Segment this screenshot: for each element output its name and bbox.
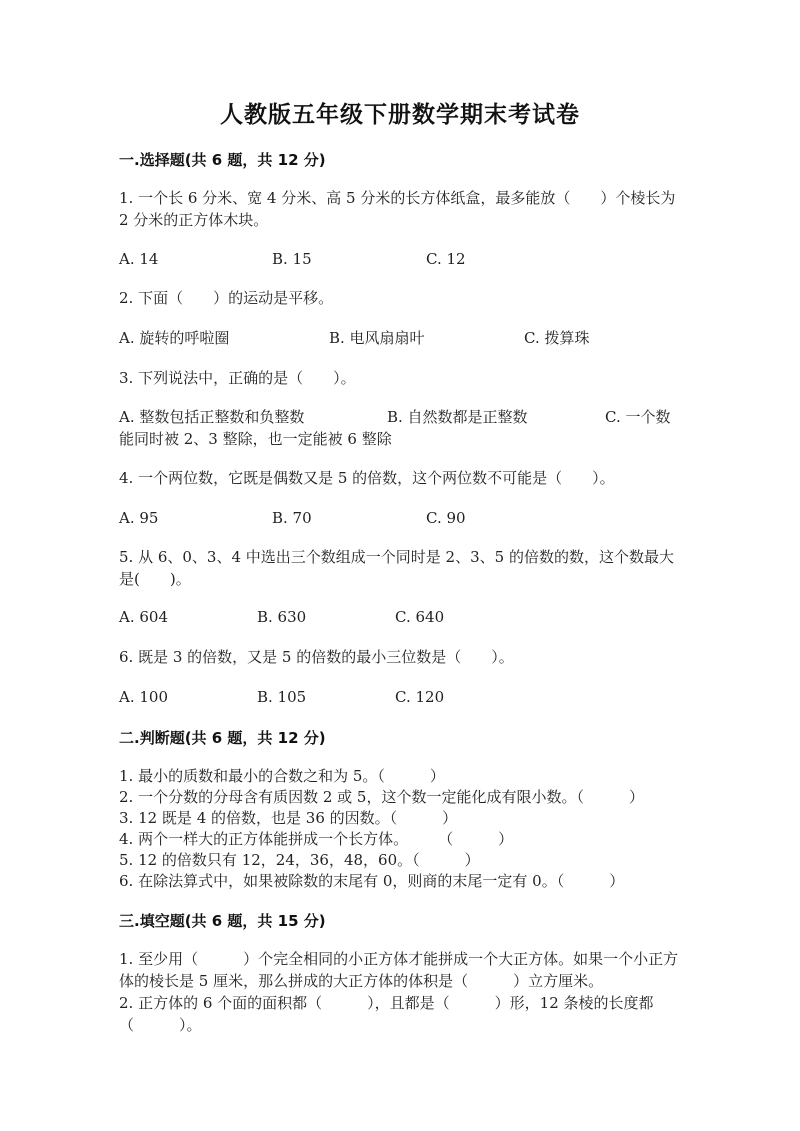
judgement-item: 2. 一个分数的分母含有质因数 2 或 5，这个数一定能化成有限小数。（ ） (119, 788, 644, 806)
page-title: 人教版五年级下册数学期末考试卷 (220, 101, 580, 128)
section-heading-true-false: 二.判断题(共 6 题，共 12 分) (119, 729, 326, 747)
option-b: B. 105 (257, 688, 307, 706)
fill-question: 2. 正方体的 6 个面的面积都（ ），且都是（ ）形，12 条棱的长度都（ ）。 (119, 994, 654, 1034)
section-heading-fill-blank: 三.填空题(共 6 题，共 15 分) (119, 912, 326, 930)
option-c: C. 12 (426, 250, 466, 268)
option-c: C. 90 (426, 509, 466, 527)
question-text: 3. 下列说法中，正确的是（ ）。 (119, 369, 356, 387)
question-text: 2. 下面（ ）的运动是平移。 (119, 289, 334, 307)
option-a: A. 整数包括正整数和负整数 (119, 408, 305, 426)
option-b: B. 630 (257, 608, 307, 626)
judgement-item: 1. 最小的质数和最小的合数之和为 5。（ ） (119, 767, 445, 785)
option-b: B. 15 (272, 250, 312, 268)
judgement-item: 4. 两个一样大的正方体能拼成一个长方体。 （ ） (119, 830, 514, 848)
judgement-item: 3. 12 既是 4 的倍数，也是 36 的因数。（ ） (119, 809, 458, 827)
fill-question: 1. 至少用（ ）个完全相同的小正方体才能拼成一个大正方体。如果一个小正方体的棱长是 5 厘米，那么拼成的大正方体的体积是（ ）立方厘米。 (119, 950, 679, 990)
judgement-item: 5. 12 的倍数只有 12，24，36，48，60。（ ） (119, 851, 480, 869)
option-b: B. 自然数都是正整数 (387, 408, 528, 426)
question-text: 1. 一个长 6 分米、宽 4 分米、高 5 分米的长方体纸盒，最多能放（ ）个棱长为 2 分米的正方体木块。 (119, 189, 676, 229)
judgement-item: 6. 在除法算式中，如果被除数的末尾有 0，则商的末尾一定有 0。（ ） (119, 872, 625, 890)
option-c-continuation: 能同时被 2、3 整除，也一定能被 6 整除 (119, 430, 392, 448)
option-b: B. 电风扇扇叶 (329, 329, 425, 347)
option-a: A. 95 (119, 509, 159, 527)
option-a: A. 旋转的呼啦圈 (119, 329, 230, 347)
option-b: B. 70 (272, 509, 312, 527)
option-a: A. 14 (119, 250, 159, 268)
question-text: 4. 一个两位数，它既是偶数又是 5 的倍数，这个两位数不可能是（ ）。 (119, 469, 615, 487)
question-text: 5. 从 6、0、3、4 中选出三个数组成一个同时是 2、3、5 的倍数的数，这个数最大是( )。 (119, 548, 674, 588)
option-c: C. 640 (395, 608, 445, 626)
option-a: A. 604 (119, 608, 168, 626)
option-c: C. 一个数 (605, 408, 671, 426)
option-c: C. 120 (395, 688, 445, 706)
option-c: C. 拨算珠 (524, 329, 590, 347)
question-text: 6. 既是 3 的倍数，又是 5 的倍数的最小三位数是（ ）。 (119, 648, 514, 666)
option-a: A. 100 (119, 688, 168, 706)
section-heading-choice: 一.选择题(共 6 题，共 12 分) (119, 151, 326, 169)
